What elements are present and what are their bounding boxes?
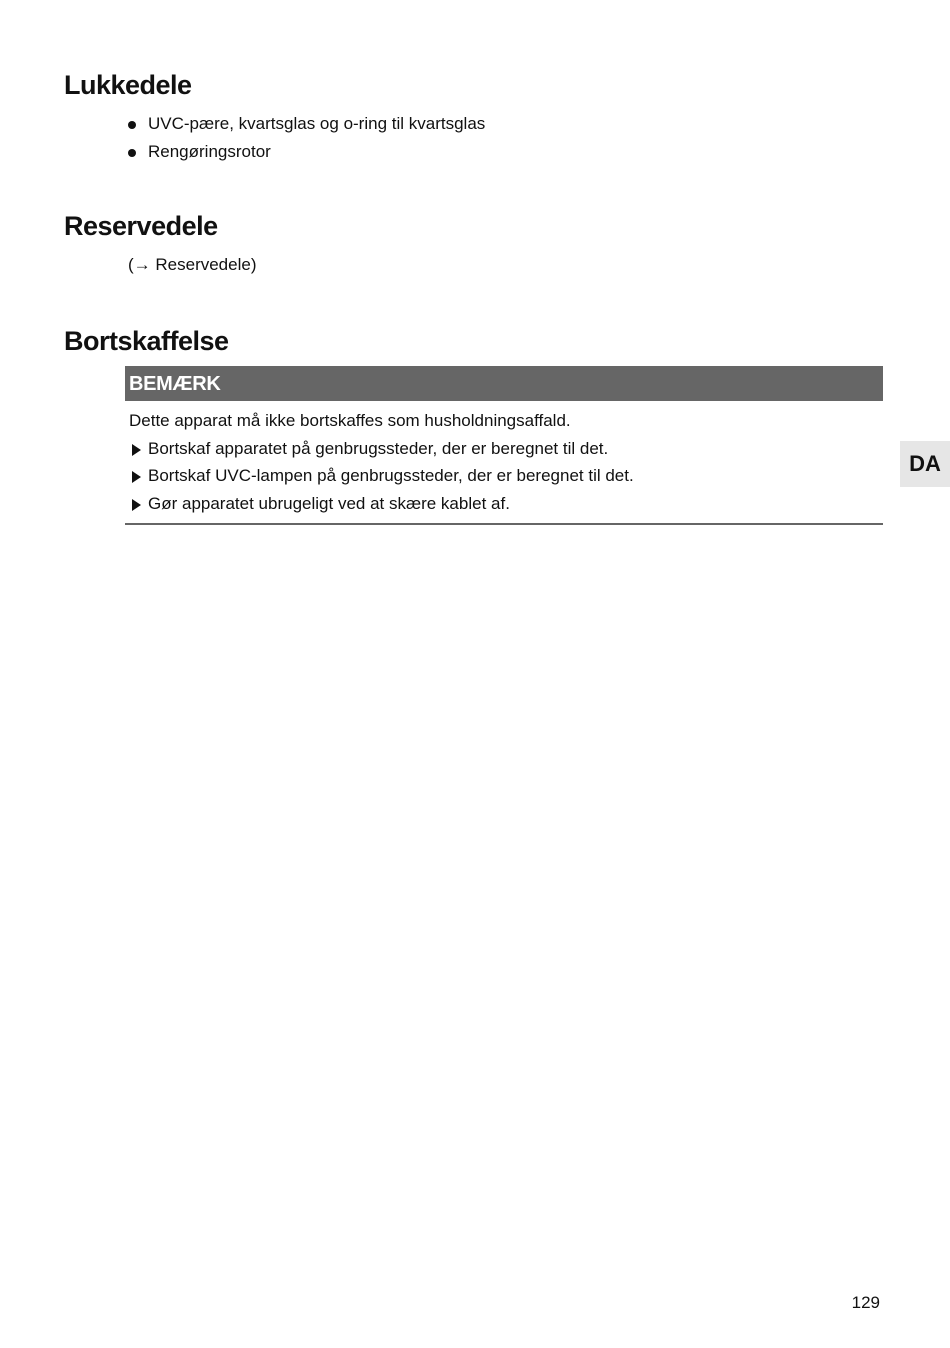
triangle-right-icon [132, 499, 141, 511]
language-tab: DA [900, 441, 950, 487]
spare-parts-reference: (→ Reservedele) [128, 255, 257, 274]
notice-step [129, 462, 883, 490]
notice-label: BEMÆRK [125, 366, 883, 401]
triangle-right-icon [132, 444, 141, 456]
bullet-dot-icon [128, 149, 136, 157]
notice-step-text: Gør apparatet ubrugeligt ved at skære kablet af. [148, 493, 510, 513]
list-item-text: UVC-pære, kvartsglas og o-ring til kvartsglas [148, 114, 486, 133]
section-title-bortskaffelse: Bortskaffelse [64, 326, 229, 356]
notice-body [125, 401, 883, 523]
section-title-reservedele: Reservedele [64, 211, 218, 241]
notice-step-text: Bortskaf UVC-lampen på genbrugssteder, der er beregnet til det. [148, 466, 634, 485]
bullet-dot-icon [128, 121, 136, 129]
list-item [128, 138, 485, 166]
list-item [128, 110, 485, 138]
page-number: 129 [851, 1293, 880, 1312]
notice-step [129, 435, 883, 463]
list-item-text: Rengøringsrotor [148, 142, 271, 161]
notice-step-text: Bortskaf apparatet på genbrugssteder, der er beregnet til det. [148, 438, 609, 458]
notice-box [125, 366, 883, 525]
wear-parts-list [128, 110, 485, 166]
notice-intro: Dette apparat må ikke bortskaffes som husholdningsaffald. [129, 411, 571, 430]
section-title-lukkedele: Lukkedele [64, 70, 192, 100]
notice-step [129, 490, 883, 518]
triangle-right-icon [132, 471, 141, 483]
